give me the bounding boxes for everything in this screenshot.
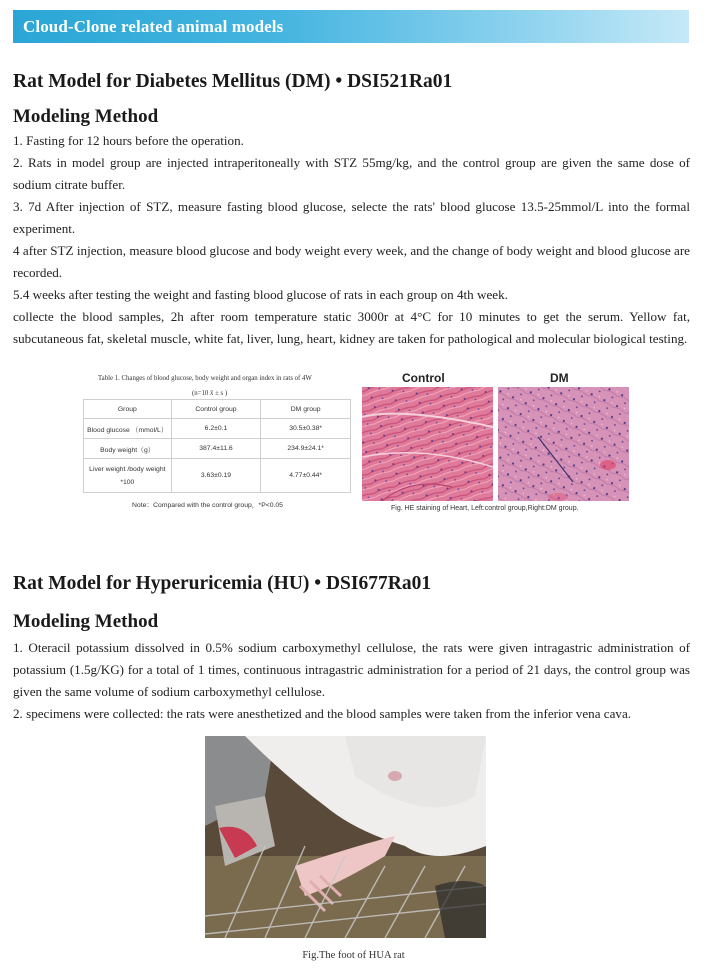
dm-image-label: DM bbox=[550, 371, 569, 385]
table-subcaption: (n=10 x̄ ± s ) bbox=[192, 390, 228, 397]
table-cell: 387.4±11.6 bbox=[171, 439, 261, 459]
table-header-cell: Group bbox=[84, 400, 172, 419]
table-cell: 30.5±0.38* bbox=[261, 419, 351, 439]
header-banner bbox=[13, 10, 689, 43]
table-cell: 4.77±0.44* bbox=[261, 459, 351, 493]
banner-title: Cloud-Clone related animal models bbox=[23, 16, 284, 36]
dm-step-1: 1. Fasting for 12 hours before the operation. bbox=[13, 133, 244, 148]
table-cell: Blood glucose （mmol/L） bbox=[84, 419, 172, 439]
rat-photo-caption: Fig.The foot of HUA rat bbox=[302, 950, 405, 961]
hua-rat-foot-photo bbox=[205, 736, 486, 938]
control-image-label: Control bbox=[402, 371, 445, 385]
table-row bbox=[84, 439, 351, 459]
hu-section-title: Rat Model for Hyperuricemia (HU) • DSI677Ra01 bbox=[13, 573, 432, 594]
dm-heart-histology-image bbox=[498, 387, 629, 501]
table-header-cell: DM group bbox=[261, 400, 351, 419]
dm-step-4: 4 after STZ injection, measure blood glucose and body weight every week, and the change of body weight and blood glucose are recorded. bbox=[13, 243, 690, 280]
table-row bbox=[84, 419, 351, 439]
dm-step-2: 2. Rats in model group are injected intraperitoneally with STZ 55mg/kg, and the control group are given the same dose of sodium citrate buffer. bbox=[13, 155, 690, 192]
control-heart-histology-image bbox=[362, 387, 493, 501]
dm-step-5: 5.4 weeks after testing the weight and fasting blood glucose of rats in each group on 4th week. bbox=[13, 287, 508, 302]
dm-results-table bbox=[83, 399, 351, 493]
table-cell: Liver weight /body weight *100 bbox=[84, 459, 172, 493]
dm-step-6: collecte the blood samples, 2h after room temperature static 3000r at 4°C for 10 minutes to get the serum. Yellow fat, subcutaneous fat, skeletal muscle, white fat, liver, lung, heart, kidney are taken for pathological and molecular biological testing. bbox=[13, 309, 690, 346]
table-row bbox=[84, 459, 351, 493]
dm-section-title: Rat Model for Diabetes Mellitus (DM) • DSI521Ra01 bbox=[13, 71, 453, 92]
hu-step-1: 1. Oteracil potassium dissolved in 0.5% sodium carboxymethyl cellulose, the rats were given intragastric administration of potassium (1.5g/KG) for a total of 1 times, continuous intragastric administration for a period of 21 days, the control group was given the same volume of sodium carboxymethyl cellulose. bbox=[13, 640, 690, 699]
hu-step-2: 2. specimens were collected: the rats were anesthetized and the blood samples were taken from the inferior vena cava. bbox=[13, 706, 632, 721]
table-header-row bbox=[84, 400, 351, 419]
he-figure-caption: Fig. HE staining of Heart, Left:control group,Right:DM group. bbox=[391, 505, 579, 512]
dm-step-3: 3. 7d After injection of STZ, measure fasting blood glucose, selecte the rats' blood glucose 13.5-25mmol/L into the formal experiment. bbox=[13, 199, 690, 236]
table-cell: 234.9±24.1* bbox=[261, 439, 351, 459]
table-caption: Table 1. Changes of blood glucose, body weight and organ index in rats of 4W bbox=[98, 375, 312, 382]
table-cell: Body weight（g） bbox=[84, 439, 172, 459]
dm-method-heading: Modeling Method bbox=[13, 106, 159, 127]
table-cell: 3.63±0.19 bbox=[171, 459, 261, 493]
table-cell: 6.2±0.1 bbox=[171, 419, 261, 439]
table-note: Note：Compared with the control group，*P<0.05 bbox=[132, 502, 283, 509]
hu-method-heading: Modeling Method bbox=[13, 611, 159, 632]
table-header-cell: Control group bbox=[171, 400, 261, 419]
